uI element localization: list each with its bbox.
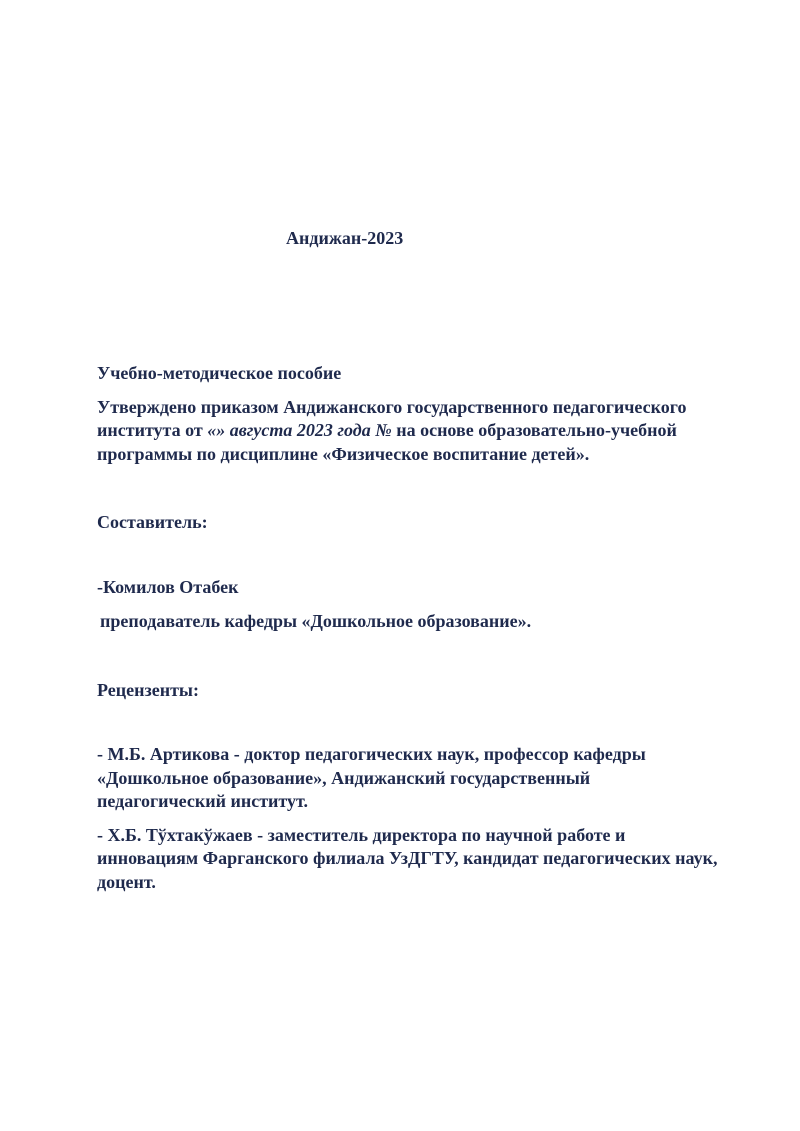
spacer [97, 814, 722, 824]
spacer [97, 702, 722, 743]
reviewer-item: - М.Б. Артикова - доктор педагогических наук, профессор кафедры «Дошкольное образование», Андижанский государственный педагогический институт. [97, 744, 646, 811]
spacer [97, 386, 722, 396]
spacer [97, 535, 722, 576]
approval-date: «» августа 2023 года № [207, 420, 392, 440]
compiler-position: преподаватель кафедры «Дошкольное образование». [100, 611, 532, 631]
reviewers-heading: Рецензенты: [97, 679, 199, 700]
document-type: Учебно-методическое пособие [97, 363, 342, 383]
document-body [97, 362, 722, 894]
spacer [97, 599, 722, 610]
approval-suffix: на основе образовательно-учебной программы по дисциплине «Физическое воспитание детей». [97, 420, 677, 464]
spacer [97, 466, 722, 511]
city-year: Андижан-2023 [286, 228, 404, 248]
compiler-heading: Составитель: [97, 512, 208, 532]
compiler-name: -Комилов Отабек [97, 576, 239, 597]
approval-prefix: Утверждено приказом Андижанского государственного педагогического института от [97, 396, 687, 440]
spacer [97, 634, 722, 679]
approval-paragraph [97, 396, 722, 467]
reviewer-item: - Х.Б. Тўхтакўжаев - заместитель директора по научной работе и инновациям Фарганского филиала УзДГТУ, кандидат педагогических наук, доцент. [97, 824, 718, 892]
